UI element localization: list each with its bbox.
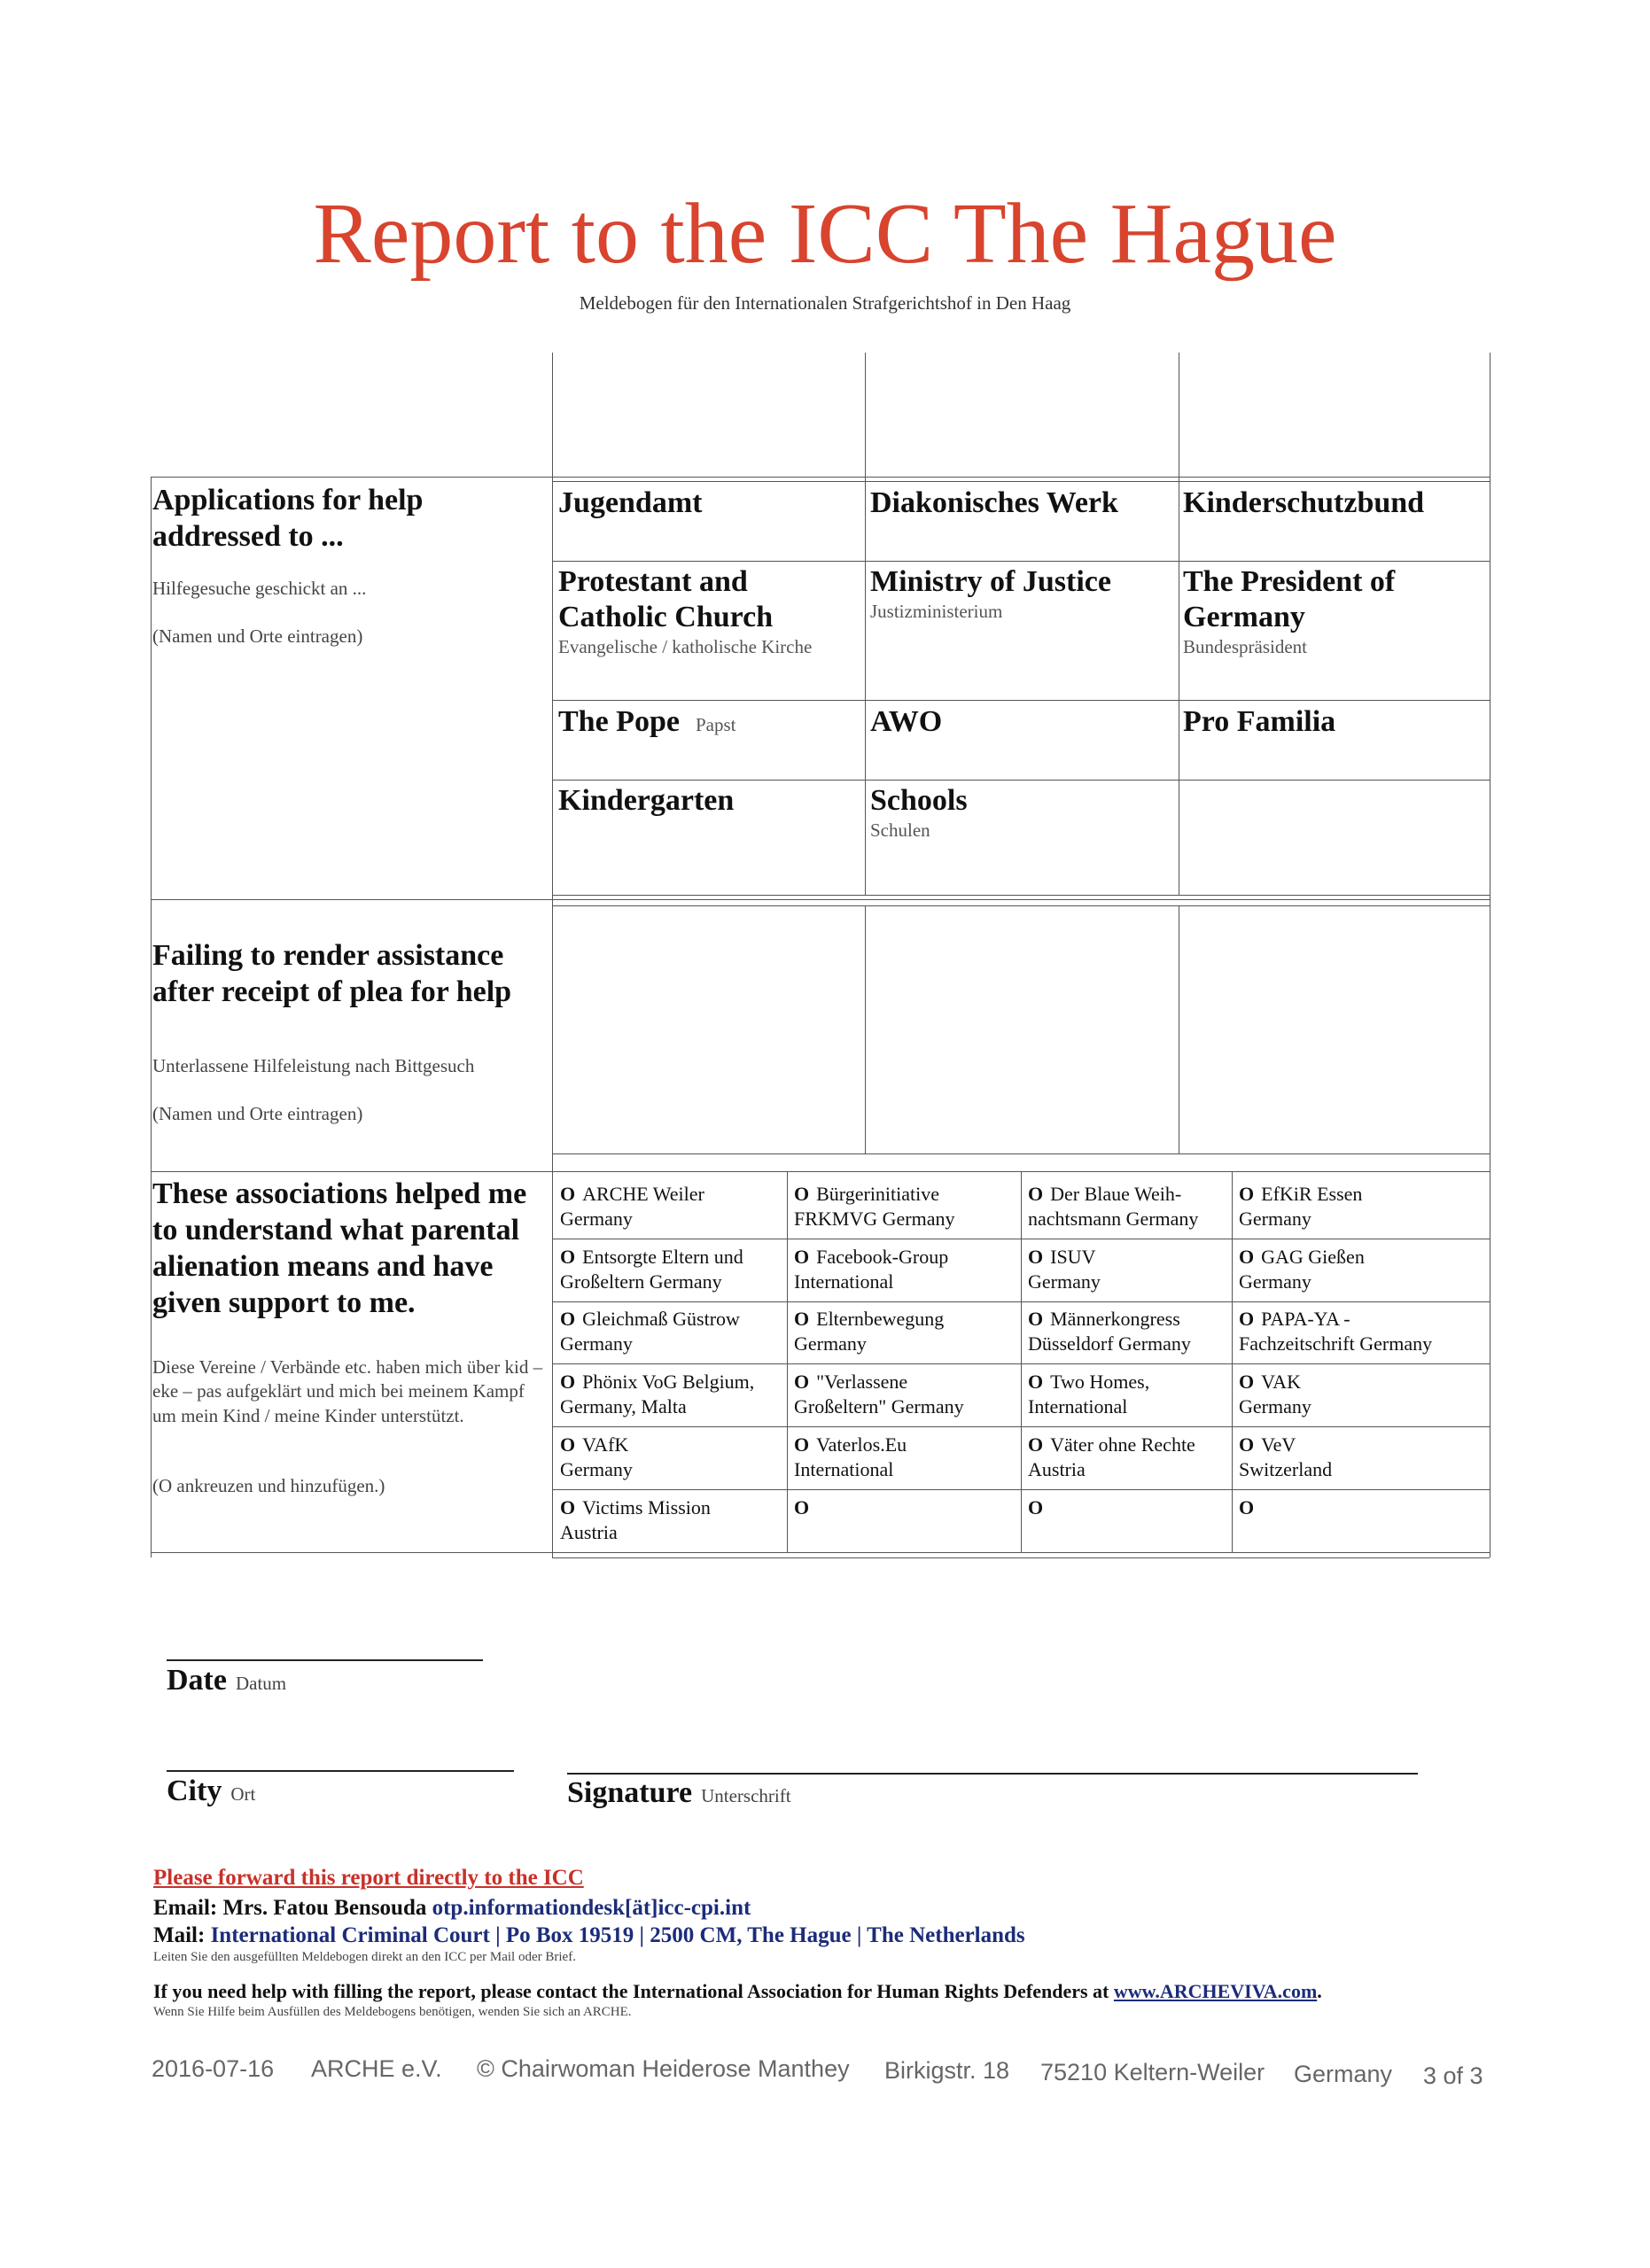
cell-title: The President of Germany: [1183, 565, 1396, 634]
date-field[interactable]: [167, 1664, 286, 1697]
association-name: ARCHE Weiler: [582, 1183, 704, 1205]
help-text: If you need help with filling the report, please contact the International Association for Human Rights Defenders at: [153, 1980, 1109, 2002]
association-location: Austria: [1028, 1457, 1086, 1480]
option-circle-icon[interactable]: O: [1028, 1433, 1044, 1456]
cell-title: AWO: [870, 705, 943, 738]
association-option[interactable]: [560, 1307, 740, 1355]
email-address[interactable]: otp.informationdesk[ät]icc-cpi.int: [432, 1896, 751, 1920]
association-name: VeV: [1261, 1433, 1296, 1456]
association-location: Germany: [1239, 1270, 1311, 1293]
association-name: Victims Mission: [582, 1496, 711, 1518]
association-option[interactable]: [794, 1495, 816, 1520]
cell-title: Schools: [870, 784, 968, 817]
association-option[interactable]: [794, 1370, 964, 1418]
association-option[interactable]: [1028, 1370, 1149, 1418]
cell-title: The Pope: [558, 705, 680, 738]
option-circle-icon[interactable]: O: [1028, 1308, 1044, 1330]
association-location: nachtsmann Germany: [1028, 1207, 1199, 1230]
association-location: Germany: [560, 1332, 633, 1355]
association-name: Vaterlos.Eu: [816, 1433, 907, 1456]
option-circle-icon[interactable]: O: [794, 1433, 810, 1456]
cell-subtitle: Bundespräsident: [1183, 636, 1307, 658]
association-location: Austria: [560, 1520, 618, 1543]
association-option[interactable]: [1239, 1495, 1261, 1520]
association-option[interactable]: [1028, 1433, 1195, 1481]
checkbox-ministry-of-justice[interactable]: [870, 564, 1176, 624]
option-circle-icon[interactable]: O: [794, 1183, 810, 1205]
help-end: .: [1317, 1980, 1322, 2002]
association-name: "Verlassene: [816, 1371, 908, 1393]
city-line: [167, 1770, 514, 1772]
association-option[interactable]: [794, 1433, 907, 1481]
option-circle-icon[interactable]: O: [560, 1308, 576, 1330]
option-circle-icon[interactable]: O: [560, 1433, 576, 1456]
signature-field[interactable]: [567, 1776, 791, 1810]
association-name: GAG Gießen: [1261, 1246, 1365, 1268]
applications-label-german: Hilfegesuche geschickt an ...: [152, 578, 367, 599]
option-circle-icon[interactable]: O: [560, 1496, 576, 1518]
failing-label-hint: (Namen und Orte eintragen): [152, 1103, 363, 1124]
option-circle-icon[interactable]: O: [560, 1371, 576, 1393]
association-option[interactable]: [1028, 1245, 1101, 1293]
city-label-german: Ort: [230, 1783, 256, 1805]
association-name: Bürgerinitiative: [816, 1183, 940, 1205]
failing-entry-3[interactable]: [1181, 909, 1487, 1150]
association-name: Facebook-Group: [816, 1246, 949, 1268]
association-option[interactable]: [794, 1182, 955, 1231]
option-circle-icon[interactable]: O: [1028, 1371, 1044, 1393]
mail-line: [153, 1923, 1025, 1948]
checkbox-awo[interactable]: [870, 704, 1176, 740]
date-label-german: Datum: [235, 1673, 287, 1694]
option-circle-icon[interactable]: O: [1028, 1246, 1044, 1268]
checkbox-kindergarten[interactable]: [558, 783, 860, 819]
page-subtitle: Meldebogen für den Internationalen Strafgerichtshof in Den Haag: [579, 292, 1071, 314]
option-circle-icon[interactable]: O: [1239, 1246, 1255, 1268]
association-option[interactable]: [560, 1370, 754, 1418]
option-circle-icon[interactable]: O: [1028, 1183, 1044, 1205]
cell-title: Protestant and Catholic Church: [558, 565, 774, 634]
association-option[interactable]: [1239, 1245, 1365, 1293]
association-location: Germany: [560, 1207, 633, 1230]
date-line: [167, 1659, 483, 1661]
page-title: Report to the ICC The Hague: [313, 186, 1337, 282]
association-option[interactable]: [560, 1182, 704, 1231]
email-label: Email:: [153, 1896, 218, 1920]
city-field[interactable]: [167, 1775, 255, 1808]
option-circle-icon[interactable]: O: [794, 1496, 810, 1518]
association-name: Entsorgte Eltern und: [582, 1246, 743, 1268]
associations-label: These associations helped me to understand what parental alienation means and have given support to me.: [152, 1177, 527, 1320]
associations-label-hint: (O ankreuzen und hinzufügen.): [152, 1475, 385, 1496]
association-location: Düsseldorf Germany: [1028, 1332, 1191, 1355]
association-option[interactable]: [560, 1495, 711, 1544]
option-circle-icon[interactable]: O: [1028, 1496, 1044, 1518]
cell-title: Diakonisches Werk: [870, 486, 1118, 519]
help-note: Wenn Sie Hilfe beim Ausfüllen des Meldebogens benötigen, wenden Sie sich an ARCHE.: [153, 2005, 632, 2019]
association-option[interactable]: [1028, 1307, 1191, 1355]
association-location: Germany: [794, 1332, 867, 1355]
cell-title: Jugendamt: [558, 486, 703, 519]
help-line: [153, 1980, 1322, 2003]
association-name: Elternbewegung: [816, 1308, 945, 1330]
footer-city: 75210 Keltern-Weiler: [1040, 2059, 1265, 2085]
association-option[interactable]: [560, 1433, 633, 1481]
mail-label: Mail:: [153, 1923, 206, 1947]
association-name: Männerkongress: [1050, 1308, 1180, 1330]
association-location: Switzerland: [1239, 1457, 1333, 1480]
option-circle-icon[interactable]: O: [560, 1183, 576, 1205]
email-name: Mrs. Fatou Bensouda: [222, 1896, 427, 1920]
checkbox-schools[interactable]: [870, 783, 1176, 843]
association-name: PAPA-YA -: [1261, 1308, 1350, 1330]
option-circle-icon[interactable]: O: [794, 1246, 810, 1268]
failing-label: Failing to render assistance after receipt of plea for help: [152, 939, 512, 1009]
arche-link[interactable]: www.ARCHEVIVA.com: [1113, 1980, 1318, 2002]
option-circle-icon[interactable]: O: [794, 1308, 810, 1330]
option-circle-icon[interactable]: O: [1239, 1371, 1255, 1393]
option-circle-icon[interactable]: O: [1239, 1496, 1255, 1518]
forward-link[interactable]: Please forward this report directly to the ICC: [153, 1866, 584, 1890]
association-location: International: [794, 1457, 894, 1480]
association-name: Two Homes,: [1050, 1371, 1150, 1393]
association-location: International: [1028, 1394, 1128, 1418]
checkbox-church[interactable]: [558, 564, 860, 660]
association-location: International: [794, 1270, 894, 1293]
association-location: Germany: [1239, 1394, 1311, 1418]
mail-address: International Criminal Court | Po Box 19519 | 2500 CM, The Hague | The Netherlands: [210, 1923, 1025, 1947]
association-name: Phönix VoG Belgium,: [582, 1371, 755, 1393]
association-option[interactable]: [1239, 1307, 1432, 1355]
cell-subtitle: Evangelische / katholische Kirche: [558, 636, 813, 658]
mail-note: Leiten Sie den ausgefüllten Meldebogen direkt an den ICC per Mail oder Brief.: [153, 1950, 576, 1964]
footer-page: 3 of 3: [1423, 2062, 1483, 2089]
checkbox-pope[interactable]: [558, 704, 860, 740]
association-name: EfKiR Essen: [1261, 1183, 1363, 1205]
failing-label-german: Unterlassene Hilfeleistung nach Bittgesuch: [152, 1055, 475, 1076]
association-option[interactable]: [1028, 1495, 1050, 1520]
association-option[interactable]: [794, 1245, 948, 1293]
association-location: Germany, Malta: [560, 1394, 687, 1418]
association-location: Germany: [560, 1457, 633, 1480]
association-location: FRKMVG Germany: [794, 1207, 955, 1230]
cell-title: Ministry of Justice: [870, 565, 1111, 598]
associations-label-german: Diese Vereine / Verbände etc. haben mich über kid – eke – pas aufgeklärt und mich bei meinem Kampf um mein Kind / meine Kinder unterstützt.: [152, 1356, 543, 1426]
footer-chair: © Chairwoman Heiderose Manthey: [477, 2055, 850, 2082]
failing-entry-1[interactable]: [555, 909, 863, 1150]
checkbox-kinderschutzbund[interactable]: [1183, 485, 1489, 521]
cell-title: Pro Familia: [1183, 705, 1336, 738]
applications-empty-cell[interactable]: [1183, 783, 1489, 889]
association-name: Der Blaue Weih-: [1050, 1183, 1182, 1205]
association-location: Großeltern" Germany: [794, 1394, 964, 1418]
association-option[interactable]: [1239, 1370, 1311, 1418]
cell-subtitle: Schulen: [870, 819, 930, 842]
footer-country: Germany: [1294, 2061, 1393, 2087]
signature-label: Signature: [567, 1776, 693, 1809]
cell-subtitle: Justizministerium: [870, 601, 1003, 623]
association-name: VAfK: [582, 1433, 629, 1456]
option-circle-icon[interactable]: O: [560, 1246, 576, 1268]
option-circle-icon[interactable]: O: [1239, 1433, 1255, 1456]
association-location: Großeltern Germany: [560, 1270, 722, 1293]
option-circle-icon[interactable]: O: [1239, 1308, 1255, 1330]
date-label: Date: [167, 1664, 227, 1697]
city-label: City: [167, 1775, 222, 1807]
checkbox-diakonisches-werk[interactable]: [870, 485, 1176, 521]
association-option[interactable]: [794, 1307, 944, 1355]
email-line: [153, 1896, 751, 1921]
association-option[interactable]: [1239, 1433, 1332, 1481]
cell-title: Kindergarten: [558, 784, 735, 817]
applications-label: Applications for help addressed to ...: [152, 484, 424, 554]
association-name: Gleichmaß Güstrow: [582, 1308, 740, 1330]
option-circle-icon[interactable]: O: [1239, 1183, 1255, 1205]
checkbox-jugendamt[interactable]: [558, 485, 860, 521]
cell-subtitle: Papst: [695, 714, 736, 735]
cell-title: Kinderschutzbund: [1183, 486, 1425, 519]
failing-entry-2[interactable]: [868, 909, 1176, 1150]
footer-date: 2016-07-16: [152, 2055, 275, 2082]
applications-label-hint: (Namen und Orte eintragen): [152, 625, 363, 647]
association-name: Väter ohne Rechte: [1050, 1433, 1195, 1456]
signature-line: [567, 1773, 1418, 1775]
checkbox-president[interactable]: [1183, 564, 1489, 660]
association-name: VAK: [1261, 1371, 1301, 1393]
association-location: Germany: [1028, 1270, 1101, 1293]
footer-street: Birkigstr. 18: [884, 2057, 1010, 2084]
association-location: Germany: [1239, 1207, 1311, 1230]
association-option[interactable]: [560, 1245, 743, 1293]
footer-org: ARCHE e.V.: [311, 2055, 442, 2082]
checkbox-pro-familia[interactable]: [1183, 704, 1489, 740]
signature-label-german: Unterschrift: [701, 1785, 791, 1806]
association-option[interactable]: [1028, 1182, 1198, 1231]
association-name: ISUV: [1050, 1246, 1096, 1268]
association-location: Fachzeitschrift Germany: [1239, 1332, 1433, 1355]
association-option[interactable]: [1239, 1182, 1362, 1231]
option-circle-icon[interactable]: O: [794, 1371, 810, 1393]
